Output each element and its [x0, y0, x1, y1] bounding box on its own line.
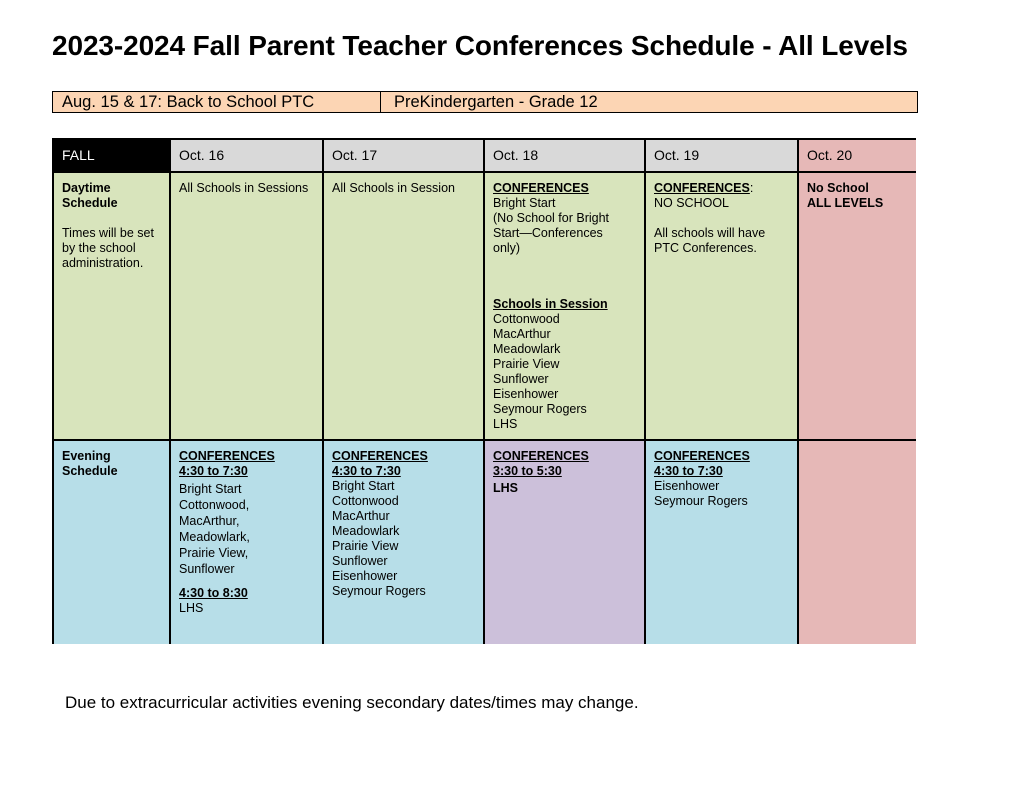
list-item: Seymour Rogers	[493, 402, 587, 416]
daytime-oct18-session-heading: Schools in Session	[493, 297, 608, 311]
list-item: MacArthur	[493, 327, 551, 341]
list-item: Eisenhower	[332, 569, 398, 583]
evening-oct16-school-list	[179, 481, 316, 577]
evening-oct20	[799, 441, 916, 644]
list-item: Cottonwood,	[179, 498, 250, 512]
evening-oct18-heading: CONFERENCES	[493, 449, 589, 463]
evening-oct16-heading: CONFERENCES	[179, 449, 275, 463]
evening-oct17	[324, 441, 485, 644]
daytime-oct20	[799, 173, 916, 441]
daytime-oct19-line2: All schools will have	[654, 226, 766, 240]
evening-oct17-time: 4:30 to 7:30	[332, 464, 401, 478]
header-fall: FALL	[54, 140, 171, 173]
daytime-oct18-line1: Bright Start	[493, 196, 556, 210]
back-to-school-banner	[52, 91, 918, 113]
evening-oct19	[646, 441, 799, 644]
list-item: Cottonwood	[493, 312, 560, 326]
evening-oct19-school-list	[654, 479, 791, 509]
list-item: Bright Start	[179, 482, 242, 496]
list-item: Sunflower	[332, 554, 388, 568]
list-item: Seymour Rogers	[654, 494, 748, 508]
daytime-oct16-text: All Schools in Sessions	[179, 181, 309, 195]
page-title: 2023-2024 Fall Parent Teacher Conferences Schedule - All Levels	[52, 30, 908, 61]
header-oct20: Oct. 20	[799, 140, 916, 173]
list-item: Cottonwood	[332, 494, 399, 508]
evening-oct17-heading: CONFERENCES	[332, 449, 428, 463]
evening-oct19-heading: CONFERENCES	[654, 449, 750, 463]
header-oct16: Oct. 16	[171, 140, 324, 173]
daytime-oct19-colon: :	[749, 181, 754, 195]
header-oct19: Oct. 19	[646, 140, 799, 173]
schedule-table	[52, 138, 916, 644]
header-oct17: Oct. 17	[324, 140, 485, 173]
daytime-oct18-heading: CONFERENCES	[493, 181, 589, 195]
evening-oct19-time: 4:30 to 7:30	[654, 464, 723, 478]
evening-label-cell	[54, 441, 171, 644]
daytime-oct19	[646, 173, 799, 441]
list-item: Meadowlark	[332, 524, 400, 538]
list-item: Bright Start	[332, 479, 395, 493]
daytime-oct19-heading: CONFERENCES	[654, 181, 750, 195]
list-item: Seymour Rogers	[332, 584, 426, 598]
daytime-oct17	[324, 173, 485, 441]
list-item: Eisenhower	[654, 479, 720, 493]
header-oct18: Oct. 18	[485, 140, 646, 173]
list-item: MacArthur	[332, 509, 390, 523]
daytime-oct20-line1: No School	[807, 181, 869, 195]
evening-oct17-school-list	[332, 479, 477, 599]
evening-oct16-time2: 4:30 to 8:30	[179, 586, 248, 600]
daytime-oct18-line3: Start—Conferences	[493, 226, 603, 240]
list-item: Prairie View	[332, 539, 399, 553]
list-item: Meadowlark,	[179, 530, 250, 544]
daytime-oct20-line2: ALL LEVELS	[807, 196, 884, 210]
daytime-oct18-school-list	[493, 312, 638, 432]
list-item: Prairie View,	[179, 546, 249, 560]
daytime-oct16	[171, 173, 324, 441]
evening-oct16-time1: 4:30 to 7:30	[179, 464, 248, 478]
daytime-oct19-line1: NO SCHOOL	[654, 196, 730, 210]
daytime-oct18	[485, 173, 646, 441]
list-item: Sunflower	[493, 372, 549, 386]
daytime-oct18-line2: (No School for Bright	[493, 211, 610, 225]
evening-label: Evening Schedule	[62, 449, 118, 478]
list-item: Meadowlark	[493, 342, 561, 356]
evening-oct16-school2: LHS	[179, 601, 204, 615]
evening-oct18-school: LHS	[493, 481, 518, 495]
daytime-label-note: Times will be set by the school administration.	[62, 226, 154, 270]
daytime-label-cell	[54, 173, 171, 441]
daytime-oct18-line4: only)	[493, 241, 521, 255]
daytime-label: Daytime Schedule	[62, 181, 118, 210]
list-item: MacArthur,	[179, 514, 240, 528]
banner-grades: PreKindergarten - Grade 12	[394, 93, 598, 111]
evening-oct16	[171, 441, 324, 644]
daytime-oct17-text: All Schools in Session	[332, 181, 455, 195]
evening-oct18	[485, 441, 646, 644]
evening-oct18-time: 3:30 to 5:30	[493, 464, 562, 478]
list-item: Sunflower	[179, 562, 235, 576]
banner-dates: Aug. 15 & 17: Back to School PTC	[53, 92, 381, 112]
daytime-oct19-line3: PTC Conferences.	[654, 241, 757, 255]
footnote: Due to extracurricular activities evening secondary dates/times may change.	[65, 693, 639, 712]
list-item: Eisenhower	[493, 387, 559, 401]
list-item: LHS	[493, 417, 518, 431]
list-item: Prairie View	[493, 357, 560, 371]
